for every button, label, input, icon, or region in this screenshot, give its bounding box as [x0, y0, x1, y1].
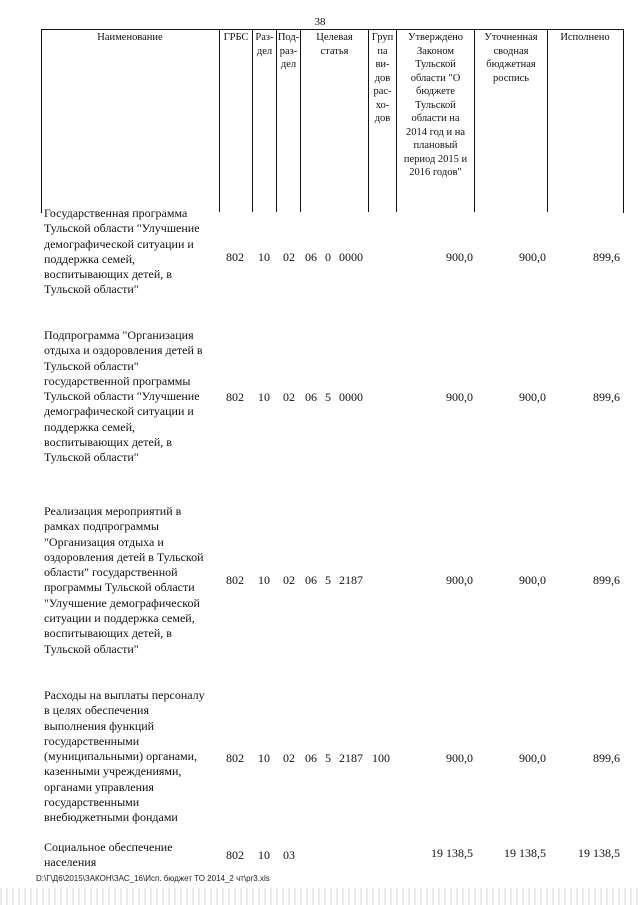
row-3-target-program: 06 [305, 573, 317, 587]
row-1-target-program: 06 [305, 250, 317, 264]
row-3-executed: 899,6 [593, 573, 620, 587]
row-5-approved: 19 138,5 [431, 846, 473, 860]
row-1-refined: 900,0 [519, 250, 546, 264]
row-5-podrazdel: 03 [283, 848, 295, 862]
row-5-grbs: 802 [226, 848, 244, 862]
row-3-grbs: 802 [226, 573, 244, 587]
header-refined: Уточненная сводная бюджетная роспись [475, 29, 548, 212]
row-3-approved: 900,0 [446, 573, 473, 587]
page-number: 38 [314, 16, 326, 28]
row-2-name: Подпрограмма "Организация отдыха и оздоровления детей в Тульской области" государственной программы Тульской области "Улучшение демографической ситуации и поддержка семей, воспитывающих детей, в Тульской области" [44, 328, 203, 465]
scan-artifact [0, 888, 640, 905]
row-2-target-program: 06 [305, 390, 317, 404]
row-4-target-subprogram: 5 [325, 751, 331, 765]
row-5-razdel: 10 [258, 848, 270, 862]
header-expense-group: Груп па ви- дов рас- хо- дов [369, 29, 397, 212]
row-3-refined: 900,0 [519, 573, 546, 587]
row-3-podrazdel: 02 [283, 573, 295, 587]
row-4-target-program: 06 [305, 751, 317, 765]
row-1-target-code: 0000 [339, 250, 363, 264]
header-target-article: Целевая статья [301, 29, 369, 212]
row-2-grbs: 802 [226, 390, 244, 404]
header-approved: Утверждено Законом Тульской области "О бюджете Тульской области на 2014 год и на плановый период 2015 и 2016 годов" [397, 29, 475, 212]
row-5-executed: 19 138,5 [578, 846, 620, 860]
row-3-target-subprogram: 5 [325, 573, 331, 587]
row-3-name: Реализация мероприятий в рамках подпрограммы "Организация отдыха и оздоровления детей в Тульской области" государственной программы Тульской области "Улучшение демографической ситуации и поддержка семей, воспитывающих детей, в Тульской области" [44, 504, 204, 656]
row-3-razdel: 10 [258, 573, 270, 587]
row-2-podrazdel: 02 [283, 390, 295, 404]
header-executed: Исполнено [560, 32, 610, 43]
row-4-approved: 900,0 [446, 751, 473, 765]
row-4-group: 100 [372, 751, 390, 765]
row-2-target-code: 0000 [339, 390, 363, 404]
header-grbs: ГРБС [220, 29, 253, 212]
row-1-razdel: 10 [258, 250, 270, 264]
row-1-approved: 900,0 [446, 250, 473, 264]
row-5-name: Социальное обеспечение населения [44, 840, 173, 870]
row-4-target-code: 2187 [339, 751, 363, 765]
header-podrazdel: Под- раз- дел [277, 29, 301, 212]
header-name: Наименование [41, 29, 220, 212]
row-2-refined: 900,0 [519, 390, 546, 404]
header-razdel: Раз- дел [253, 29, 277, 212]
row-4-podrazdel: 02 [283, 751, 295, 765]
row-2-executed: 899,6 [593, 390, 620, 404]
row-2-target-subprogram: 5 [325, 390, 331, 404]
row-4-refined: 900,0 [519, 751, 546, 765]
footer-file-path: D:\Г\Д6\2015\ЗАКОН\ЗАС_16\Исп. бюджет ТО 2014_2 чт\pr3.xls [36, 874, 270, 883]
row-4-razdel: 10 [258, 751, 270, 765]
row-4-grbs: 802 [226, 751, 244, 765]
row-2-razdel: 10 [258, 390, 270, 404]
row-1-podrazdel: 02 [283, 250, 295, 264]
row-4-name: Расходы на выплаты персоналу в целях обеспечения выполнения функций государственными (муниципальными) органами, казенными учреждениями, органами управления государственными внебюджетными фондами [44, 688, 205, 825]
row-1-name: Государственная программа Тульской области "Улучшение демографической ситуации и поддержка семей, воспитывающих детей, в Тульской области" [44, 206, 200, 297]
row-4-executed: 899,6 [593, 751, 620, 765]
row-5-refined: 19 138,5 [504, 846, 546, 860]
row-1-grbs: 802 [226, 250, 244, 264]
row-3-target-code: 2187 [339, 573, 363, 587]
row-2-approved: 900,0 [446, 390, 473, 404]
row-1-target-subprogram: 0 [325, 250, 331, 264]
row-1-executed: 899,6 [593, 250, 620, 264]
